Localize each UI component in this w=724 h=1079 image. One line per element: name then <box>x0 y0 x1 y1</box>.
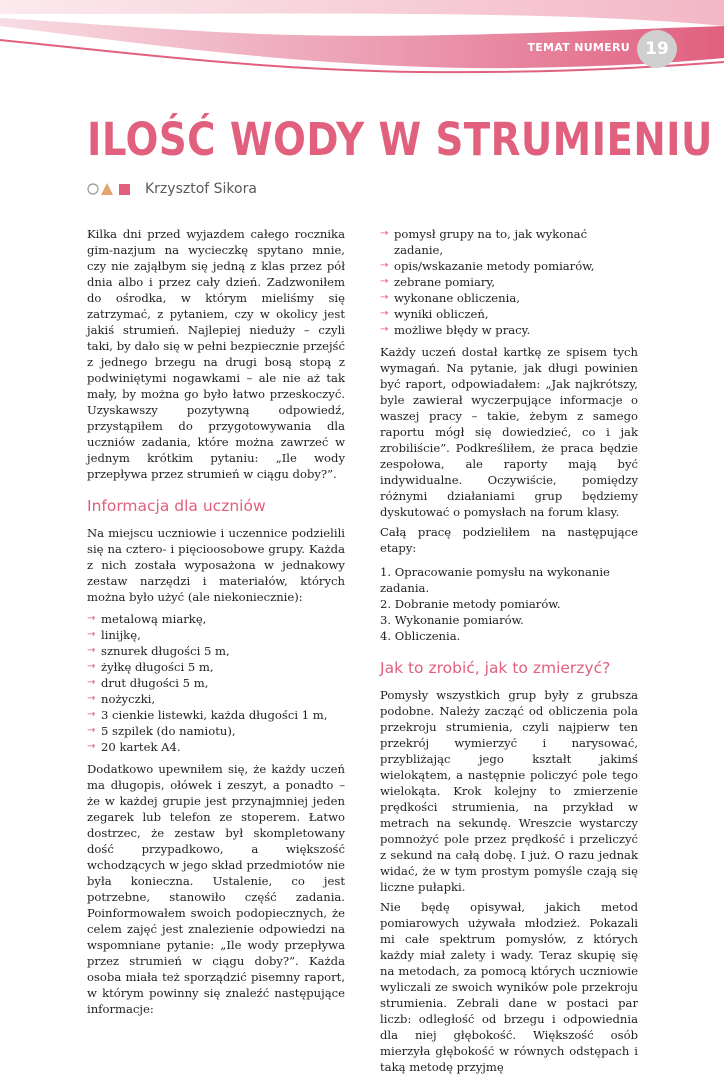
list-item: → 5 szpilek (do namiotu), <box>87 723 345 739</box>
intro-paragraph: Kilka dni przed wyjazdem całego rocznika gim-nazjum na wycieczkę spytano mnie, czy nie zająłbym się jedną z klas przez pół dnia albo i przez cały dzień. Zadzwoniłem do ośrodka, w którym mieliśmy się zatrzymać, z pytaniem, czy w okolicy jest jakiś strumień. Najlepiej niedużу – czyli taki, by dało się w pełni bezpiecznie przejść z jednego brzegu na drugi bosą stopą z podwiniętymi nogawkami – ale nie aż tak mały, by można go było łatwo przeskoczyć. Uzyskawszy pozytywną odpowiedź, przystąpiłem do przygotowywania dla uczniów zadania, które można zawrzeć w jednym krótkim pytaniu: „Ile wody przepływa przez strumień w ciągu doby?”. <box>87 227 345 481</box>
list-item: → możliwe błędy w pracy. <box>380 322 638 338</box>
methods-paragraph: Nie będę opisywał, jakich metod pomiarowych używała młodzież. Pokazali mi całe spektrum pomysłów, z których każdy miał zalety i wady. Teraz skupię się na metodach, za pomocą których uczniowie wyliczali ze swoich wyników pole przekroju strumienia. Zebrali dane w postaci par liczb: odległość od brzegu i odpowiednia dla niej głębokość. Większość osób mierzyła głębokość w równych odstępach i taką metodę przyjmę <box>380 900 638 1074</box>
list-item: → 20 kartek A4. <box>87 739 345 755</box>
list-item: → wykonane obliczenia, <box>380 290 638 306</box>
card-paragraph: Każdy uczeń dostał kartkę ze spisem tych wymagań. Na pytanie, jak długi powinien być raport, odpowiadałem: „Jak najkrótszy, byle zawierał wyczerpujące informacje o waszej pracy – takie, żebym z samego raportu mógł się dowiedzieć, co i jak zrobiliście”. Podkreśliłem, że praca będzie zespołowa, ale raporty mają być indywidualne. Oczywiście, pomiędzy różnymi działaniami grup będziemy dyskutować o pomysłach na forum klasy. <box>380 345 638 519</box>
header-band <box>0 0 724 90</box>
stages-intro: Całą pracę podzieliłem na następujące etapy: <box>380 525 638 555</box>
materials-list <box>87 611 345 755</box>
howto-paragraph: Pomysły wszystkich grup były z grubsza podobne. Należy zacząć od obliczenia pola przekroju strumienia, czyli najpierw ten przekrój wymierzyć i narysować, przybliżając jego kształt jakimś wielokątem, a następnie policzyć pole tego wielokąta. Krok kolejny to zmierzenie prędkości strumienia, na przykład w metrach na sekundę. Wreszcie wystarczy pomnożyć pole przez prędkość i przeliczyć z sekund na całą dobę. I już. O razu jednak widać, że w tym prostym pomyśle czają się liczne pułapki. <box>380 688 638 894</box>
list-item: → metalową miarkę, <box>87 611 345 627</box>
author-name: Krzysztof Sikora <box>145 181 257 197</box>
list-item: 3. Wykonanie pomiarów. <box>380 613 524 627</box>
section-heading-students: Informacja dla uczniów <box>87 497 266 515</box>
list-item: → nożyczki, <box>87 691 345 707</box>
list-item: 2. Dobranie metody pomiarów. <box>380 597 561 611</box>
list-item: 4. Obliczenia. <box>380 629 461 643</box>
article-title: ILOŚĆ WODY W STRUMIENIU <box>87 113 713 166</box>
triangle-icon <box>101 183 113 195</box>
groups-paragraph: Na miejscu uczniowie i uczennice podzielili się na cztero- i pięcioosobowe grupy. Każda z nich została wyposażona w jednakowy zestaw narzędzi i materiałów, których można było użyć (ale niekoniecznie): <box>87 526 345 604</box>
report-requirements-list <box>380 226 638 338</box>
list-item: → zebrane pomiary, <box>380 274 638 290</box>
list-item: → drut długości 5 m, <box>87 675 345 691</box>
list-item: → pomysł grupy na to, jak wykonać zadanie, <box>380 226 638 258</box>
page-number-badge: 19 <box>637 30 677 68</box>
circle-outline-icon <box>88 184 98 194</box>
list-item: → sznurek długości 5 m, <box>87 643 345 659</box>
section-heading-howto: Jak to zrobić, jak to zmierzyć? <box>380 659 611 677</box>
difficulty-shapes-icon <box>87 182 133 196</box>
square-icon <box>119 184 130 195</box>
left-column <box>87 226 345 1021</box>
section-label: TEMAT NUMERU <box>527 41 630 54</box>
stages-list <box>380 564 638 644</box>
list-item: → opis/wskazanie metody pomiarów, <box>380 258 638 274</box>
list-item: → żyłkę długości 5 m, <box>87 659 345 675</box>
list-item: → wyniki obliczeń, <box>380 306 638 322</box>
list-item: 1. Opracowanie pomysłu na wykonanie zadania. <box>380 565 610 595</box>
right-column <box>380 226 638 1079</box>
list-item: → linijkę, <box>87 627 345 643</box>
list-item: → 3 cienkie listewki, każda długości 1 m, <box>87 707 345 723</box>
tools-paragraph: Dodatkowo upewniłem się, że każdy uczeń ma długopis, ołówek i zeszyt, a ponadto – że w każdej grupie jest przynajmniej jeden zegarek lub telefon ze stoperem. Łatwo dostrzec, że zestaw był skompletowany dość przypadkowo, a większość wchodzących w jego skład przedmiotów nie była konieczna. Ustalenie, co jest potrzebne, stanowiło część zadania. Poinformowałem swoich podopiecznych, że celem zajęć jest znalezienie odpowiedzi na wspomniane pytanie: „Ile wody przepływa przez strumień w ciągu doby?”. Każda osoba miała też sporządzić pisemny raport, w którym powinny się znaleźć następujące informacje: <box>87 762 345 1016</box>
author-line <box>87 179 257 199</box>
